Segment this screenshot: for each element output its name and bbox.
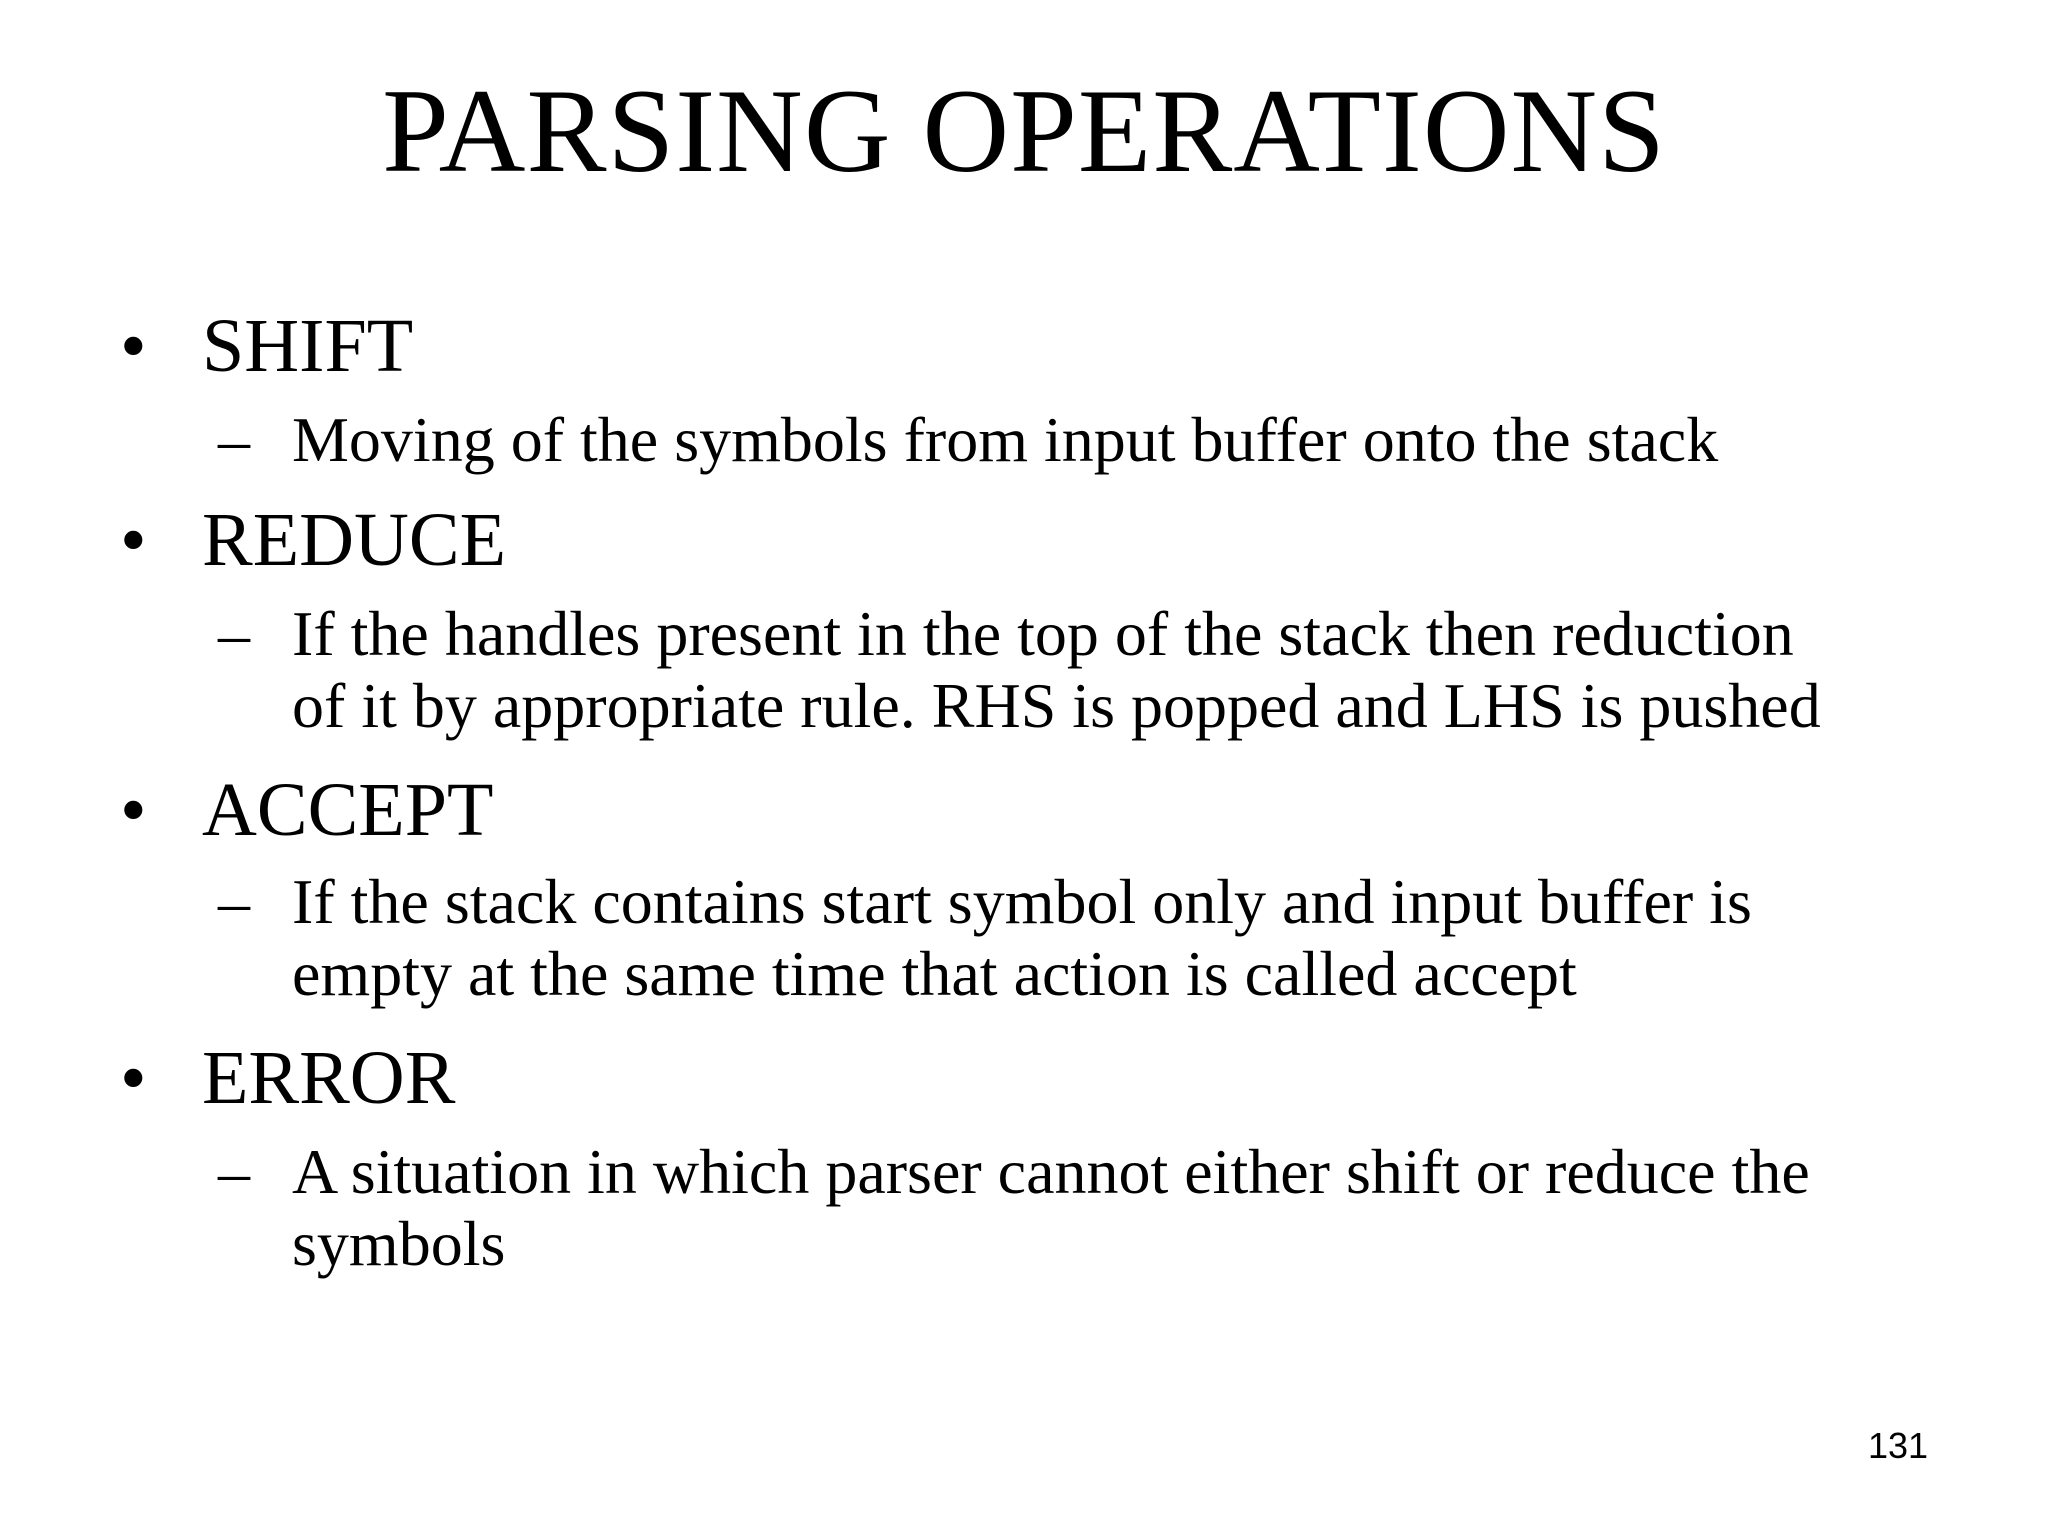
bullet-label: SHIFT	[202, 304, 414, 388]
bullet-reduce	[120, 498, 506, 582]
sub-bullet-line: If the stack contains start symbol only and input buffer is	[292, 866, 1752, 937]
slide-title: PARSING OPERATIONS	[382, 64, 1666, 197]
sub-bullet-line: A situation in which parser cannot either shift or reduce the	[292, 1136, 1810, 1207]
page-number: 131	[1868, 1425, 1929, 1466]
dash-marker: –	[218, 1136, 250, 1207]
bullet-marker: •	[120, 304, 147, 388]
bullet-label: REDUCE	[202, 498, 506, 582]
dash-marker: –	[218, 404, 250, 475]
bullet-marker: •	[120, 1036, 147, 1120]
sub-bullet-line: empty at the same time that action is called accept	[292, 938, 1577, 1009]
bullet-shift	[120, 304, 414, 388]
sub-bullet-line: If the handles present in the top of the stack then reduction	[292, 598, 1794, 669]
bullet-label: ACCEPT	[202, 768, 494, 852]
sub-bullet-shift	[218, 404, 1718, 476]
bullet-marker: •	[120, 498, 147, 582]
bullet-label: ERROR	[202, 1036, 456, 1120]
sub-bullet-accept	[218, 866, 1752, 1010]
dash-marker: –	[218, 866, 250, 937]
sub-bullet-line: of it by appropriate rule. RHS is popped and LHS is pushed	[292, 670, 1821, 741]
sub-bullet-reduce	[218, 598, 1821, 742]
sub-bullet-line: Moving of the symbols from input buffer onto the stack	[292, 404, 1719, 475]
sub-bullet-error	[218, 1136, 1810, 1280]
bullet-error	[120, 1036, 456, 1120]
bullet-marker: •	[120, 768, 147, 852]
sub-bullet-line: symbols	[292, 1208, 506, 1279]
bullet-accept	[120, 768, 494, 852]
dash-marker: –	[218, 598, 250, 669]
